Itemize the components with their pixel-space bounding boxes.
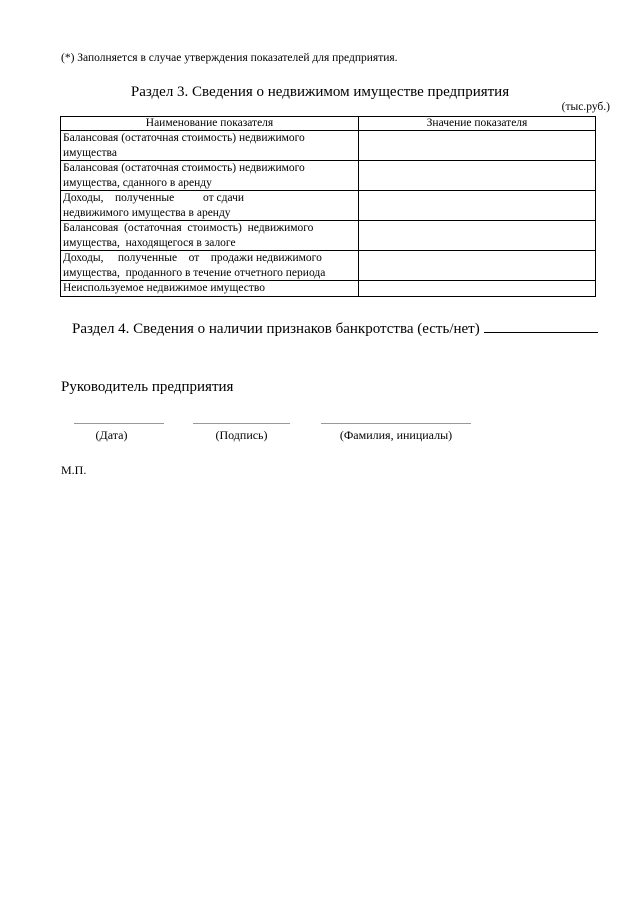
indicator-value-cell[interactable] xyxy=(359,161,596,191)
indicator-name-line: имущества, проданного в течение отчетного периода xyxy=(63,266,326,279)
table-row xyxy=(61,251,596,281)
indicator-name-cell xyxy=(61,281,359,297)
section4-bankruptcy-line xyxy=(72,318,598,338)
stamp-label: М.П. xyxy=(61,463,87,477)
date-signature-line[interactable] xyxy=(74,423,164,424)
table-row xyxy=(61,131,596,161)
signature-line[interactable] xyxy=(193,423,290,424)
indicator-name-line: Доходы, полученные от продажи недвижимого xyxy=(63,252,322,264)
real-estate-table xyxy=(60,116,596,297)
indicator-name-line: имущества, сданного в аренду xyxy=(63,176,212,189)
name-signature-line[interactable] xyxy=(321,423,471,424)
table-row xyxy=(61,161,596,191)
indicator-name-line: имущества xyxy=(63,146,117,159)
indicator-name-line: Балансовая (остаточная стоимость) недвижимого xyxy=(63,162,305,174)
indicator-value-cell[interactable] xyxy=(359,131,596,161)
table-row xyxy=(61,191,596,221)
footnote: (*) Заполняется в случае утверждения показателей для предприятия. xyxy=(61,52,398,64)
signature-caption: (Подпись) xyxy=(215,428,268,442)
indicator-name-line: Неиспользуемое недвижимое имущество xyxy=(63,282,266,294)
bankruptcy-answer-field[interactable] xyxy=(484,318,598,333)
indicator-name-line: Балансовая (остаточная стоимость) недвижимого xyxy=(63,132,305,144)
indicator-name-cell xyxy=(61,251,359,281)
indicator-value-cell[interactable] xyxy=(359,251,596,281)
indicator-name-line: недвижимого имущества в аренду xyxy=(63,206,231,219)
table-header-row xyxy=(61,117,596,131)
table-row xyxy=(61,281,596,297)
section3-title: Раздел 3. Сведения о недвижимом имуществе предприятия xyxy=(130,84,510,100)
head-of-enterprise-label: Руководитель предприятия xyxy=(61,379,234,395)
name-caption: (Фамилия, инициалы) xyxy=(339,428,453,442)
column-header-value: Значение показателя xyxy=(359,117,596,131)
indicator-name-line: Доходы, полученные от сдачи xyxy=(63,192,245,204)
indicator-name-line: Балансовая (остаточная стоимость) недвижимого xyxy=(63,222,314,234)
indicator-name-cell xyxy=(61,131,359,161)
date-caption: (Дата) xyxy=(95,428,128,442)
indicator-value-cell[interactable] xyxy=(359,191,596,221)
units-label: (тыс.руб.) xyxy=(561,101,610,113)
column-header-name: Наименование показателя xyxy=(61,117,359,131)
indicator-name-cell xyxy=(61,221,359,251)
table-row xyxy=(61,221,596,251)
indicator-name-cell xyxy=(61,191,359,221)
section4-text: Раздел 4. Сведения о наличии признаков банкротства (есть/нет) xyxy=(72,321,480,337)
indicator-value-cell[interactable] xyxy=(359,221,596,251)
indicator-name-line: имущества, находящегося в залоге xyxy=(63,236,236,249)
indicator-name-cell xyxy=(61,161,359,191)
indicator-value-cell[interactable] xyxy=(359,281,596,297)
